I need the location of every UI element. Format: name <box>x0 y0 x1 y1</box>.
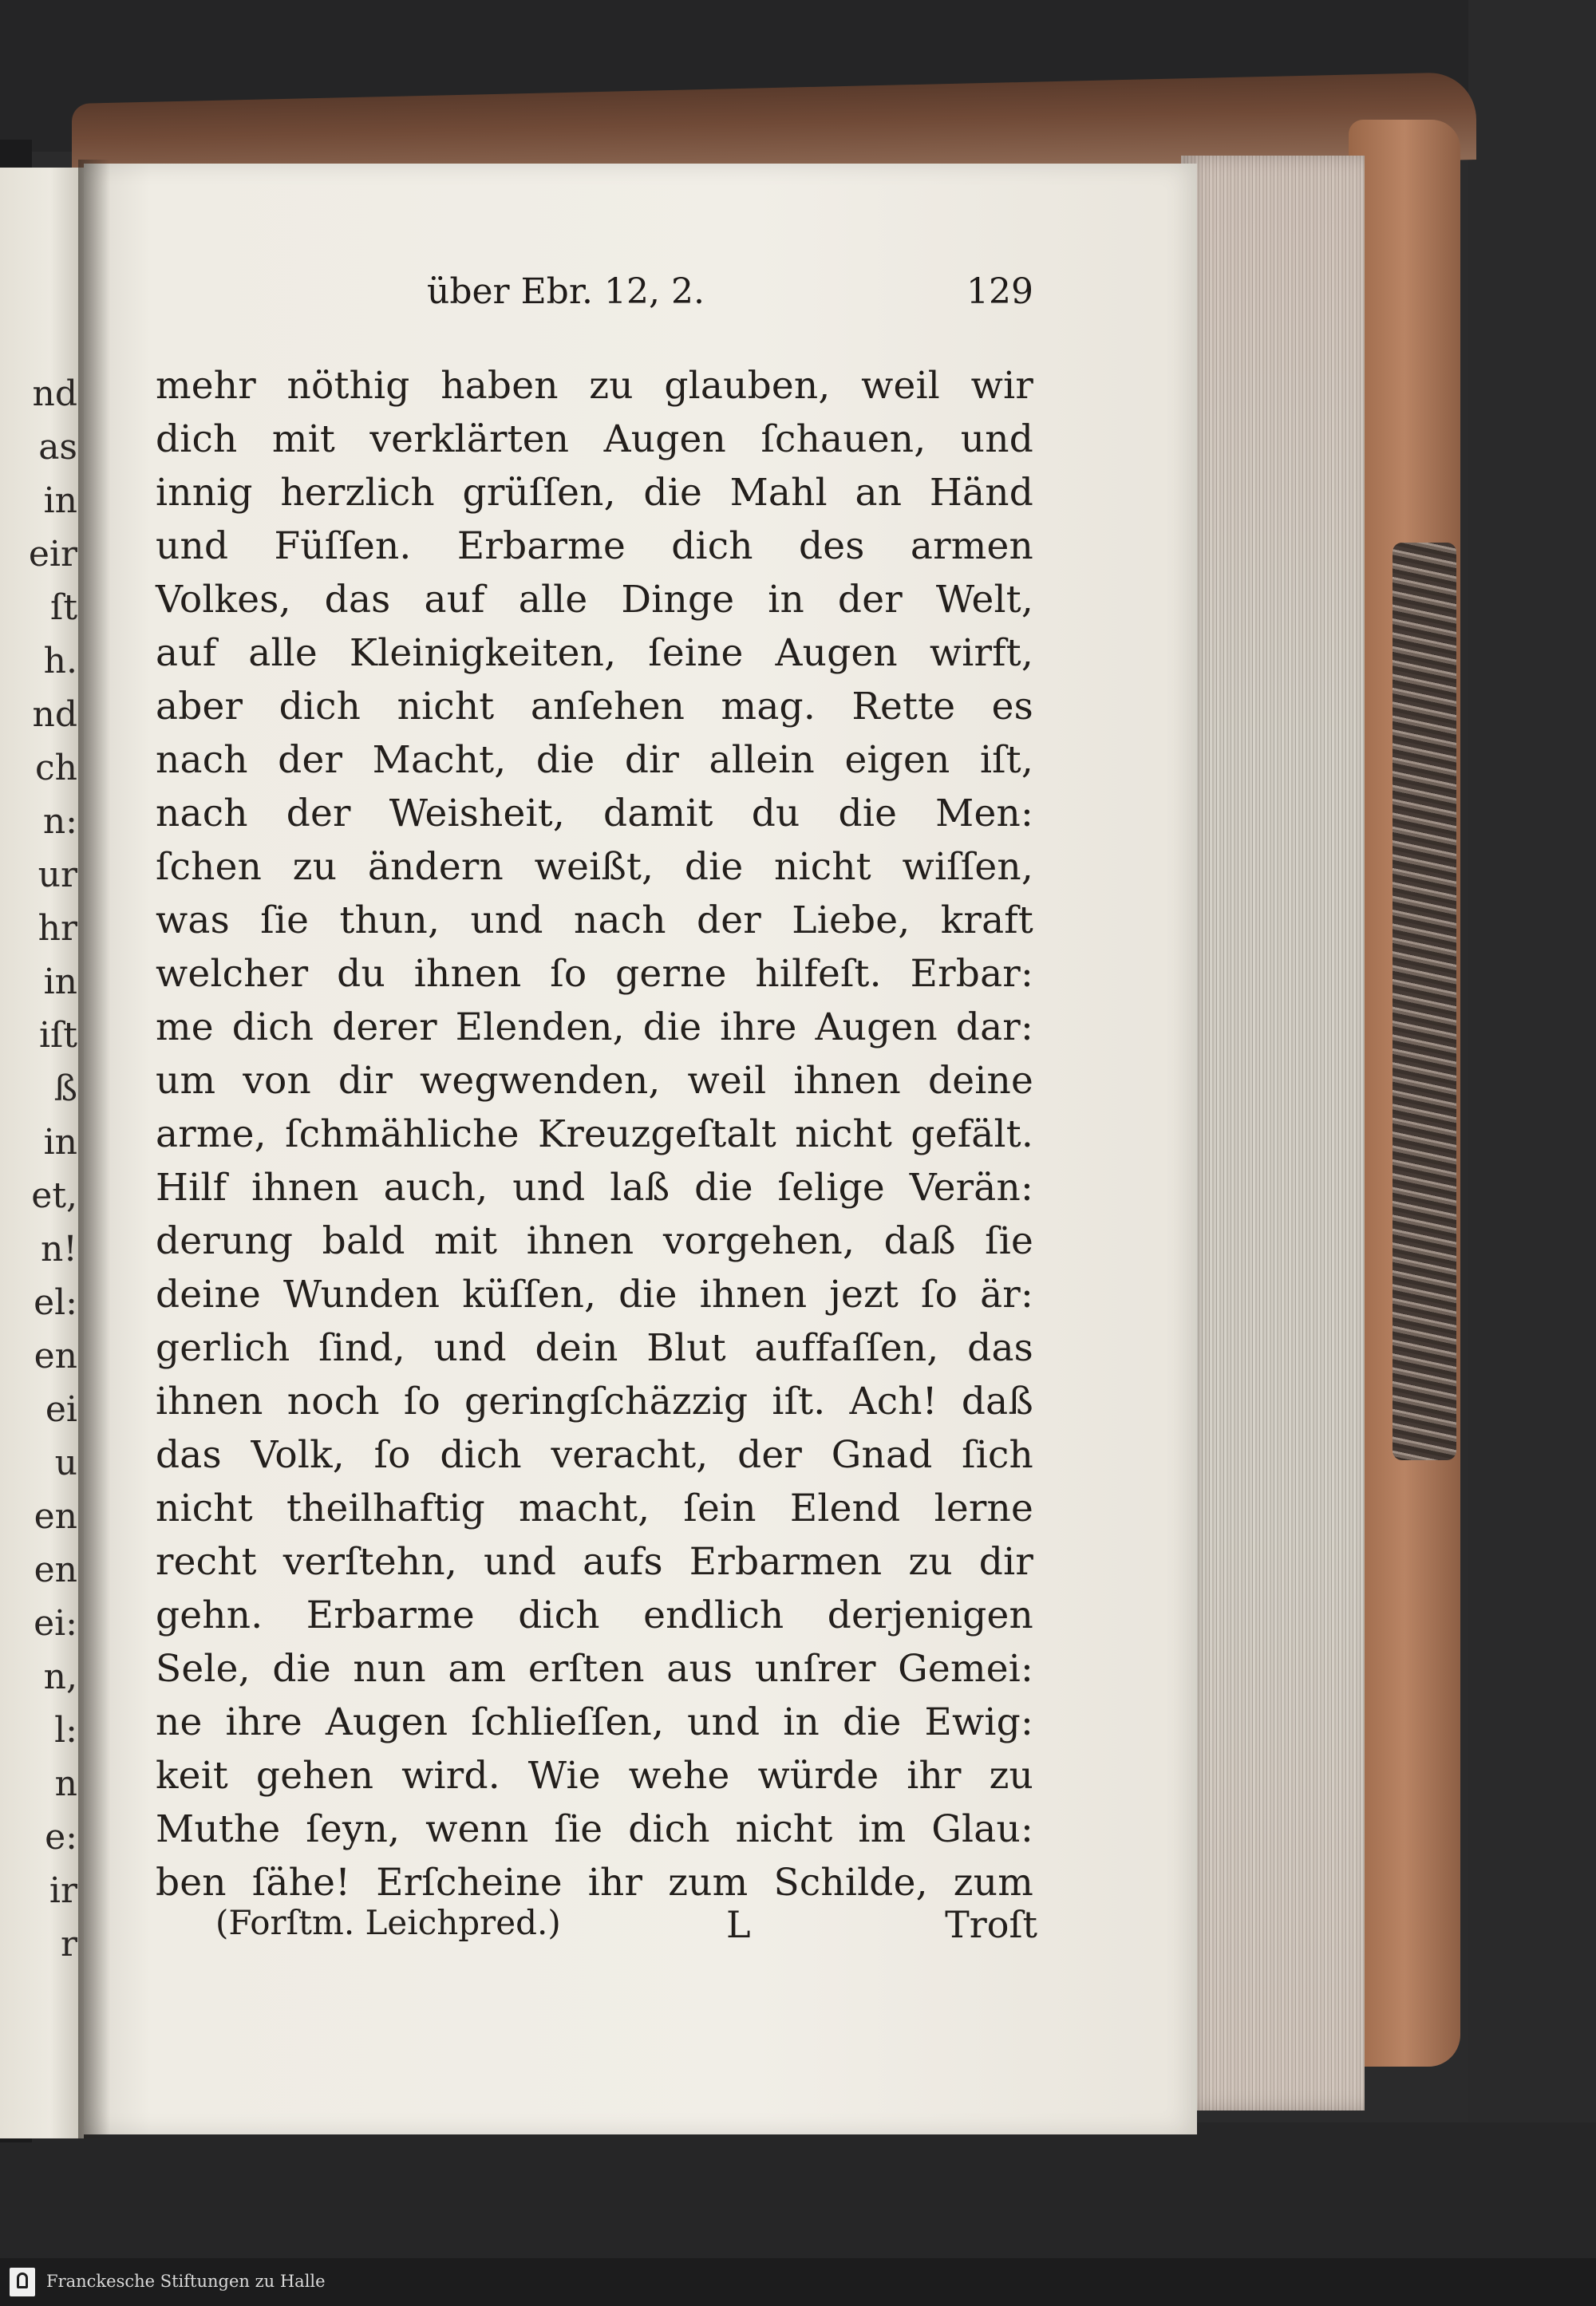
left-page-fragment: n <box>54 1763 77 1804</box>
left-page-fragment: el: <box>34 1282 77 1323</box>
text-line: um von dir wegwenden, weil ihnen deine <box>156 1059 1033 1103</box>
text-line: Muthe ſeyn, wenn ſie dich nicht im Glau: <box>156 1807 1033 1851</box>
signature-mark: L <box>726 1903 751 1946</box>
left-page-fragment: ei: <box>34 1603 77 1644</box>
text-line: nicht theilhaftig macht, ſein Elend lerne <box>156 1487 1033 1530</box>
left-page-fragment: hr <box>38 908 77 949</box>
left-page-fragment: l: <box>54 1710 77 1751</box>
background-bottom <box>0 2122 1596 2258</box>
gutter-shadow <box>78 160 110 2138</box>
left-page-fragment: n: <box>42 801 77 842</box>
page-block-edges <box>1181 156 1365 2111</box>
text-line: und Füſſen. Erbarme dich des armen <box>156 524 1033 568</box>
institution-logo-icon <box>10 2268 35 2296</box>
left-page-fragment: et, <box>31 1175 77 1216</box>
cover-marbling <box>1393 543 1456 1460</box>
text-line: welcher du ihnen ſo gerne hilfeſt. Erbar: <box>156 952 1033 996</box>
left-page-text-fragments <box>29 367 77 1971</box>
text-line: arme, ſchmähliche Kreuzgeſtalt nicht gefält. <box>156 1112 1033 1156</box>
text-line: mehr nöthig haben zu glauben, weil wir <box>156 364 1033 408</box>
running-head <box>84 271 1033 319</box>
left-page-fragment: en <box>34 1550 77 1590</box>
footer-signature: (Forſtm. Leichpred.) <box>215 1903 561 1942</box>
text-line: nach der Macht, die dir allein eigen iſt, <box>156 738 1033 782</box>
left-page-fragment: en <box>34 1336 77 1376</box>
credit-bar <box>0 2258 1596 2306</box>
left-page-fragment: as <box>38 427 77 468</box>
text-line: ihnen noch ſo geringſchäzzig iſt. Ach! daß <box>156 1380 1033 1423</box>
text-line: deine Wunden küſſen, die ihnen jezt ſo är: <box>156 1273 1033 1317</box>
left-page-fragment: eir <box>28 534 77 575</box>
left-page-fragment: in <box>43 961 77 1002</box>
page-footer <box>215 1903 1037 1951</box>
text-line: innig herzlich grüſſen, die Mahl an Händ <box>156 471 1033 515</box>
running-head-title: über Ebr. 12, 2. <box>427 271 705 312</box>
page-number: 129 <box>966 271 1033 312</box>
left-page-fragment: e: <box>45 1817 77 1858</box>
left-page-fragment: ei <box>45 1389 77 1430</box>
left-page-fragment: h. <box>43 641 77 681</box>
credit-text: Franckesche Stiftungen zu Halle <box>46 2272 326 2291</box>
text-line: Sele, die nun am erſten aus unſrer Gemei: <box>156 1647 1033 1691</box>
left-page-fragment: in <box>43 480 77 521</box>
left-page-fragment: ſt <box>50 587 77 628</box>
text-line: Volkes, das auf alle Dinge in der Welt, <box>156 578 1033 622</box>
text-line: recht verſtehn, und aufs Erbarmen zu dir <box>156 1540 1033 1584</box>
left-page-fragment: in <box>43 1122 77 1163</box>
body-text <box>156 359 1033 1909</box>
left-page-fragment: iſt <box>38 1015 77 1056</box>
text-line: ne ihre Augen ſchlieſſen, und in die Ewig: <box>156 1700 1033 1744</box>
text-line: Hilf ihnen auch, und laß die ſelige Verän: <box>156 1166 1033 1210</box>
catchword: Troſt <box>945 1903 1037 1946</box>
left-page-fragment: nd <box>32 694 77 735</box>
text-line: nach der Weisheit, damit du die Men: <box>156 792 1033 835</box>
text-line: me dich derer Elenden, die ihre Augen dar: <box>156 1005 1033 1049</box>
text-line: aber dich nicht anſehen mag. Rette es <box>156 685 1033 729</box>
background-right <box>1468 0 1596 2258</box>
text-line: das Volk, ſo dich veracht, der Gnad ſich <box>156 1433 1033 1477</box>
text-line: ben ſähe! Erſcheine ihr zum Schilde, zum <box>156 1861 1033 1905</box>
text-line: gerlich ſind, und dein Blut auffaſſen, das <box>156 1326 1033 1370</box>
text-line: keit gehen wird. Wie wehe würde ihr zu <box>156 1754 1033 1798</box>
left-page <box>0 168 84 2138</box>
left-page-fragment: n, <box>43 1656 77 1697</box>
left-page-fragment: en <box>34 1496 77 1537</box>
left-page-fragment: u <box>54 1443 77 1483</box>
left-page-fragment: r <box>60 1924 77 1964</box>
text-line: was ſie thun, und nach der Liebe, kraft <box>156 898 1033 942</box>
left-page-fragment: ch <box>35 748 77 788</box>
left-page-fragment: n! <box>40 1229 77 1269</box>
text-line: gehn. Erbarme dich endlich derjenigen <box>156 1593 1033 1637</box>
text-line: derung bald mit ihnen vorgehen, daß ſie <box>156 1219 1033 1263</box>
text-line: auf alle Kleinigkeiten, ſeine Augen wirft, <box>156 631 1033 675</box>
left-page-fragment: ur <box>38 855 77 895</box>
left-page-fragment: ß <box>53 1068 77 1109</box>
left-page-fragment: ir <box>49 1870 77 1911</box>
text-line: dich mit verklärten Augen ſchauen, und <box>156 417 1033 461</box>
text-line: ſchen zu ändern weißt, die nicht wiſſen, <box>156 845 1033 889</box>
left-page-fragment: nd <box>32 373 77 414</box>
